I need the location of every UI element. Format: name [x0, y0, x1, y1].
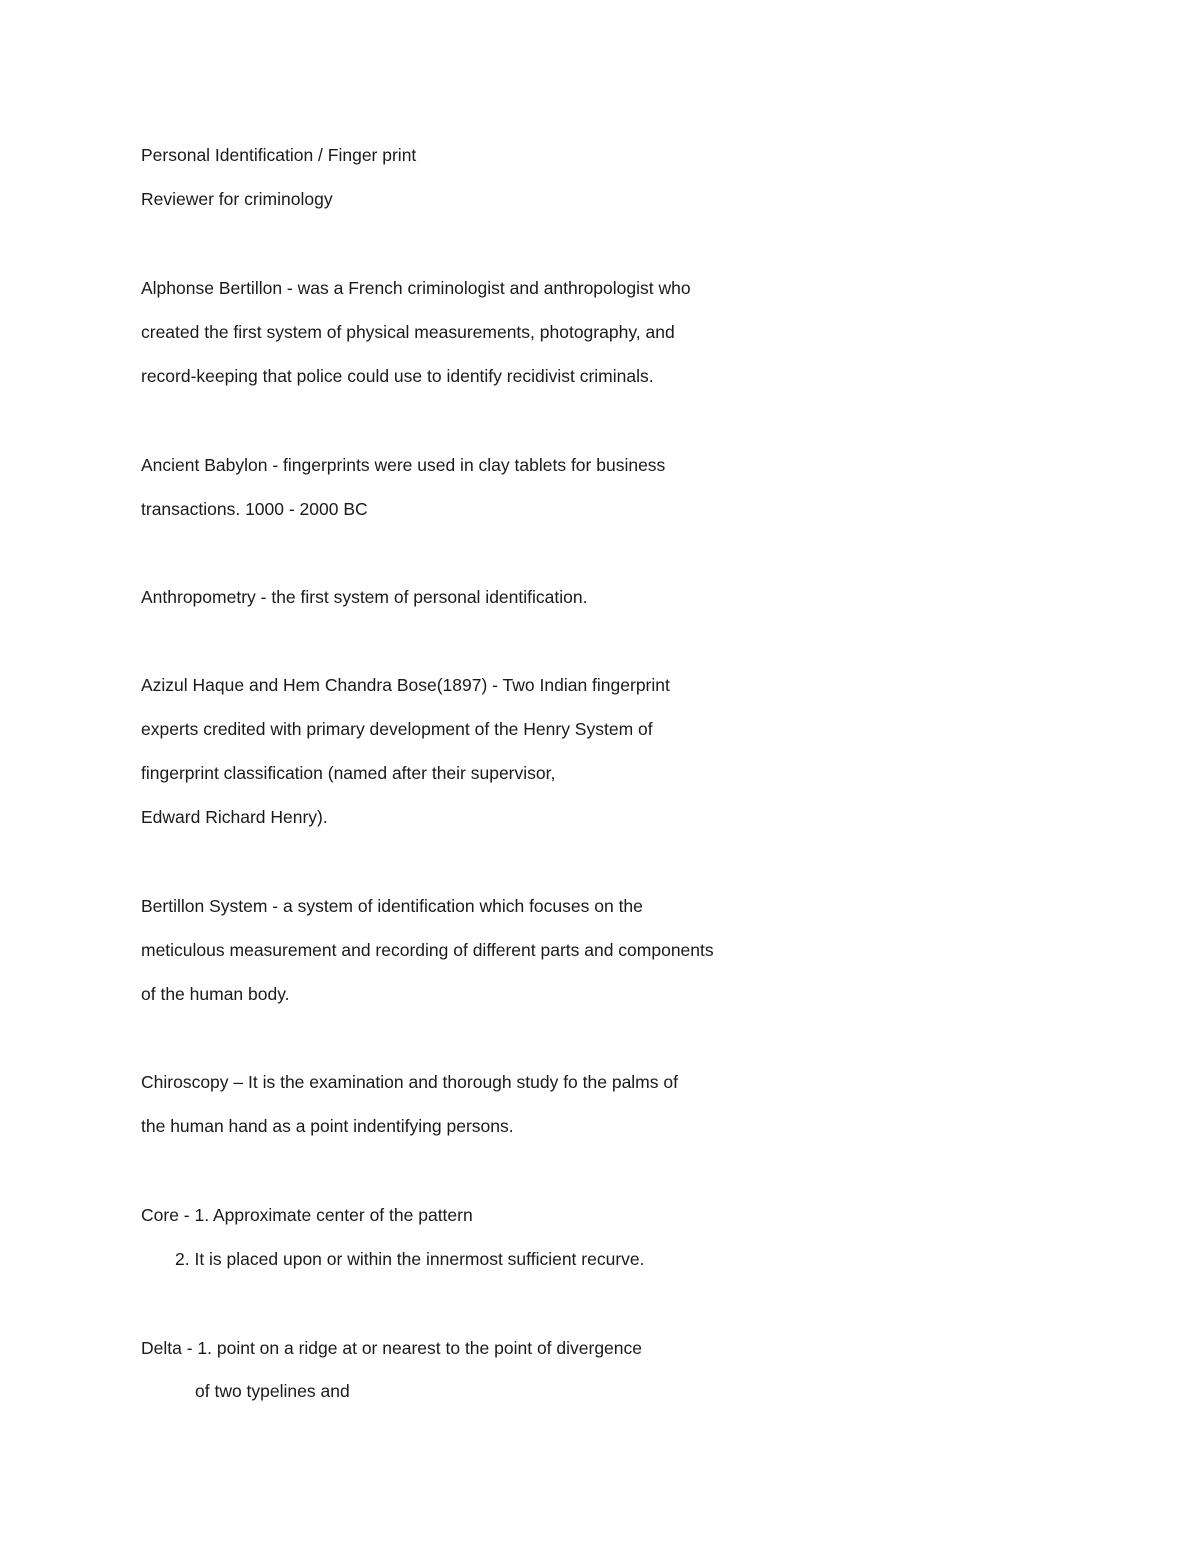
- text-line: Edward Richard Henry).: [141, 807, 328, 827]
- text-line: Core - 1. Approximate center of the pattern: [141, 1205, 473, 1225]
- text-line: experts credited with primary development of the Henry System of: [141, 719, 653, 739]
- text-line: meticulous measurement and recording of different parts and components: [141, 940, 714, 960]
- text-line: Chiroscopy – It is the examination and thorough study fo the palms of: [141, 1072, 678, 1092]
- text-line: 2. It is placed upon or within the innermost sufficient recurve.: [175, 1249, 645, 1269]
- text-line: Delta - 1. point on a ridge at or nearest to the point of divergence: [141, 1338, 643, 1358]
- text-line: record-keeping that police could use to identify recidivist criminals.: [141, 366, 654, 386]
- text-line: fingerprint classification (named after their supervisor,: [141, 763, 556, 783]
- text-line: Anthropometry - the first system of personal identification.: [141, 587, 588, 607]
- document-subtitle: Reviewer for criminology: [141, 189, 333, 209]
- text-line: Ancient Babylon - fingerprints were used in clay tablets for business: [141, 455, 666, 475]
- text-line: the human hand as a point indentifying persons.: [141, 1116, 514, 1136]
- text-line: of the human body.: [141, 984, 290, 1004]
- text-line: Alphonse Bertillon - was a French criminologist and anthropologist who: [141, 278, 691, 298]
- text-line: of two typelines and: [195, 1381, 350, 1401]
- document-title: Personal Identification / Finger print: [141, 145, 417, 165]
- text-line: Azizul Haque and Hem Chandra Bose(1897) - Two Indian fingerprint: [141, 675, 670, 695]
- text-line: Bertillon System - a system of identification which focuses on the: [141, 896, 643, 916]
- text-line: transactions. 1000 - 2000 BC: [141, 499, 368, 519]
- text-line: created the first system of physical measurements, photography, and: [141, 322, 675, 342]
